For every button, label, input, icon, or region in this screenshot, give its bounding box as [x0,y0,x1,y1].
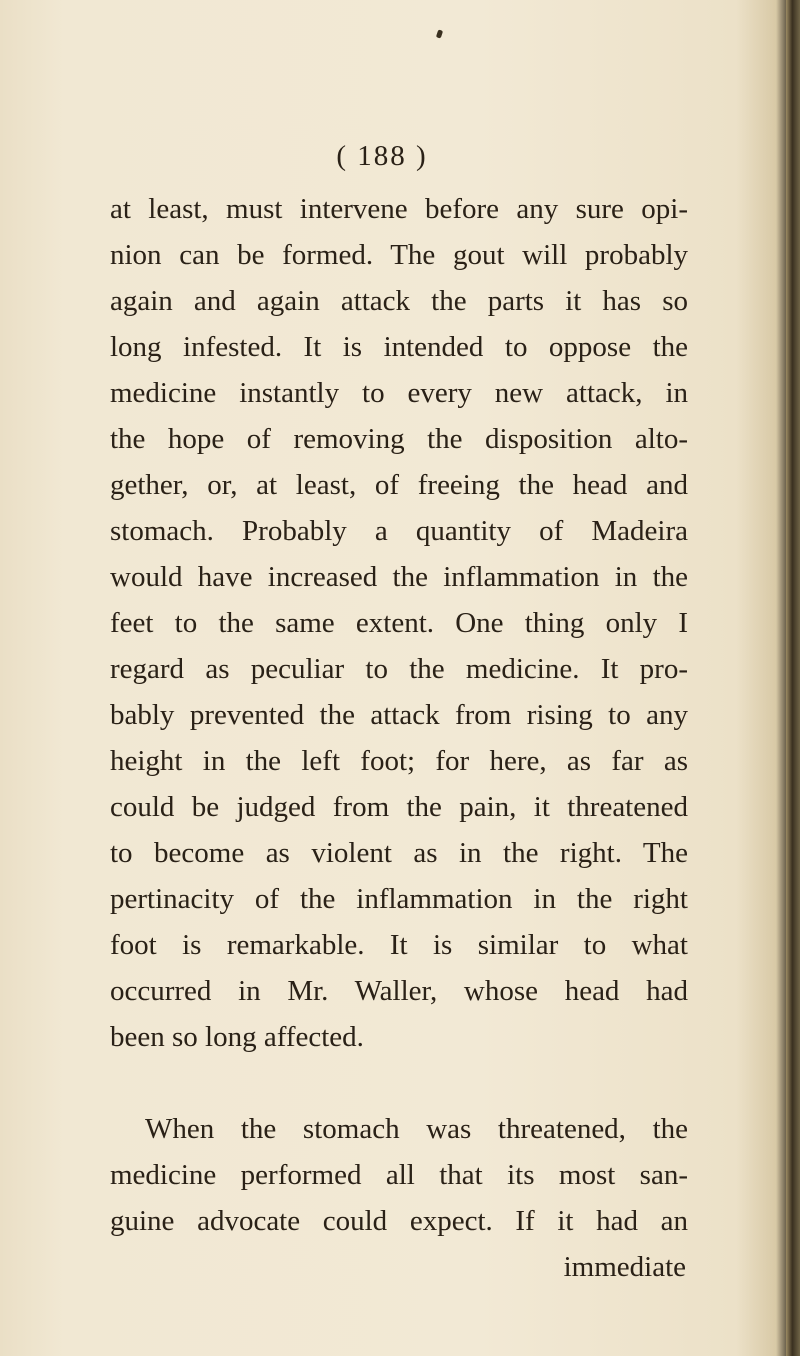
text-line: at least, must intervene before any sure opi- [110,193,688,225]
text-line: the hope of removing the disposition alto- [110,423,688,455]
text-line: occurred in Mr. Waller, whose head had [110,975,688,1007]
text-line: gether, or, at least, of freeing the head and [110,469,688,501]
text-line: been so long affected. [110,1021,364,1053]
text-line: would have increased the inflammation in the [110,561,688,593]
text-line: bably prevented the attack from rising to any [110,699,688,731]
text-line: medicine instantly to every new attack, in [110,377,688,409]
text-line: again and again attack the parts it has so [110,285,688,317]
text-line: stomach. Probably a quantity of Madeira [110,515,688,547]
text-line: height in the left foot; for here, as far as [110,745,688,777]
page-edge-shadow [786,0,800,1356]
page-number [0,140,800,173]
text-line: to become as violent as in the right. The [110,837,688,869]
text-line: could be judged from the pain, it threatened [110,791,688,823]
ink-speck [436,29,443,38]
paragraph-gap [110,1060,688,1106]
text-line: regard as peculiar to the medicine. It pro- [110,653,688,685]
catchword: immediate [563,1251,686,1283]
text-line: pertinacity of the inflammation in the right [110,883,688,915]
text-line: When the stomach was threatened, the [145,1113,688,1145]
text-line: long infested. It is intended to oppose the [110,331,688,363]
text-line: nion can be formed. The gout will probably [110,239,688,271]
text-line: foot is remarkable. It is similar to what [110,929,688,961]
text-line: medicine performed all that its most san- [110,1159,688,1191]
text-line: guine advocate could expect. If it had an [110,1205,688,1237]
text-line: feet to the same extent. One thing only I [110,607,688,639]
body-text [110,186,688,1290]
page-number-text: ( 188 ) [336,140,428,172]
